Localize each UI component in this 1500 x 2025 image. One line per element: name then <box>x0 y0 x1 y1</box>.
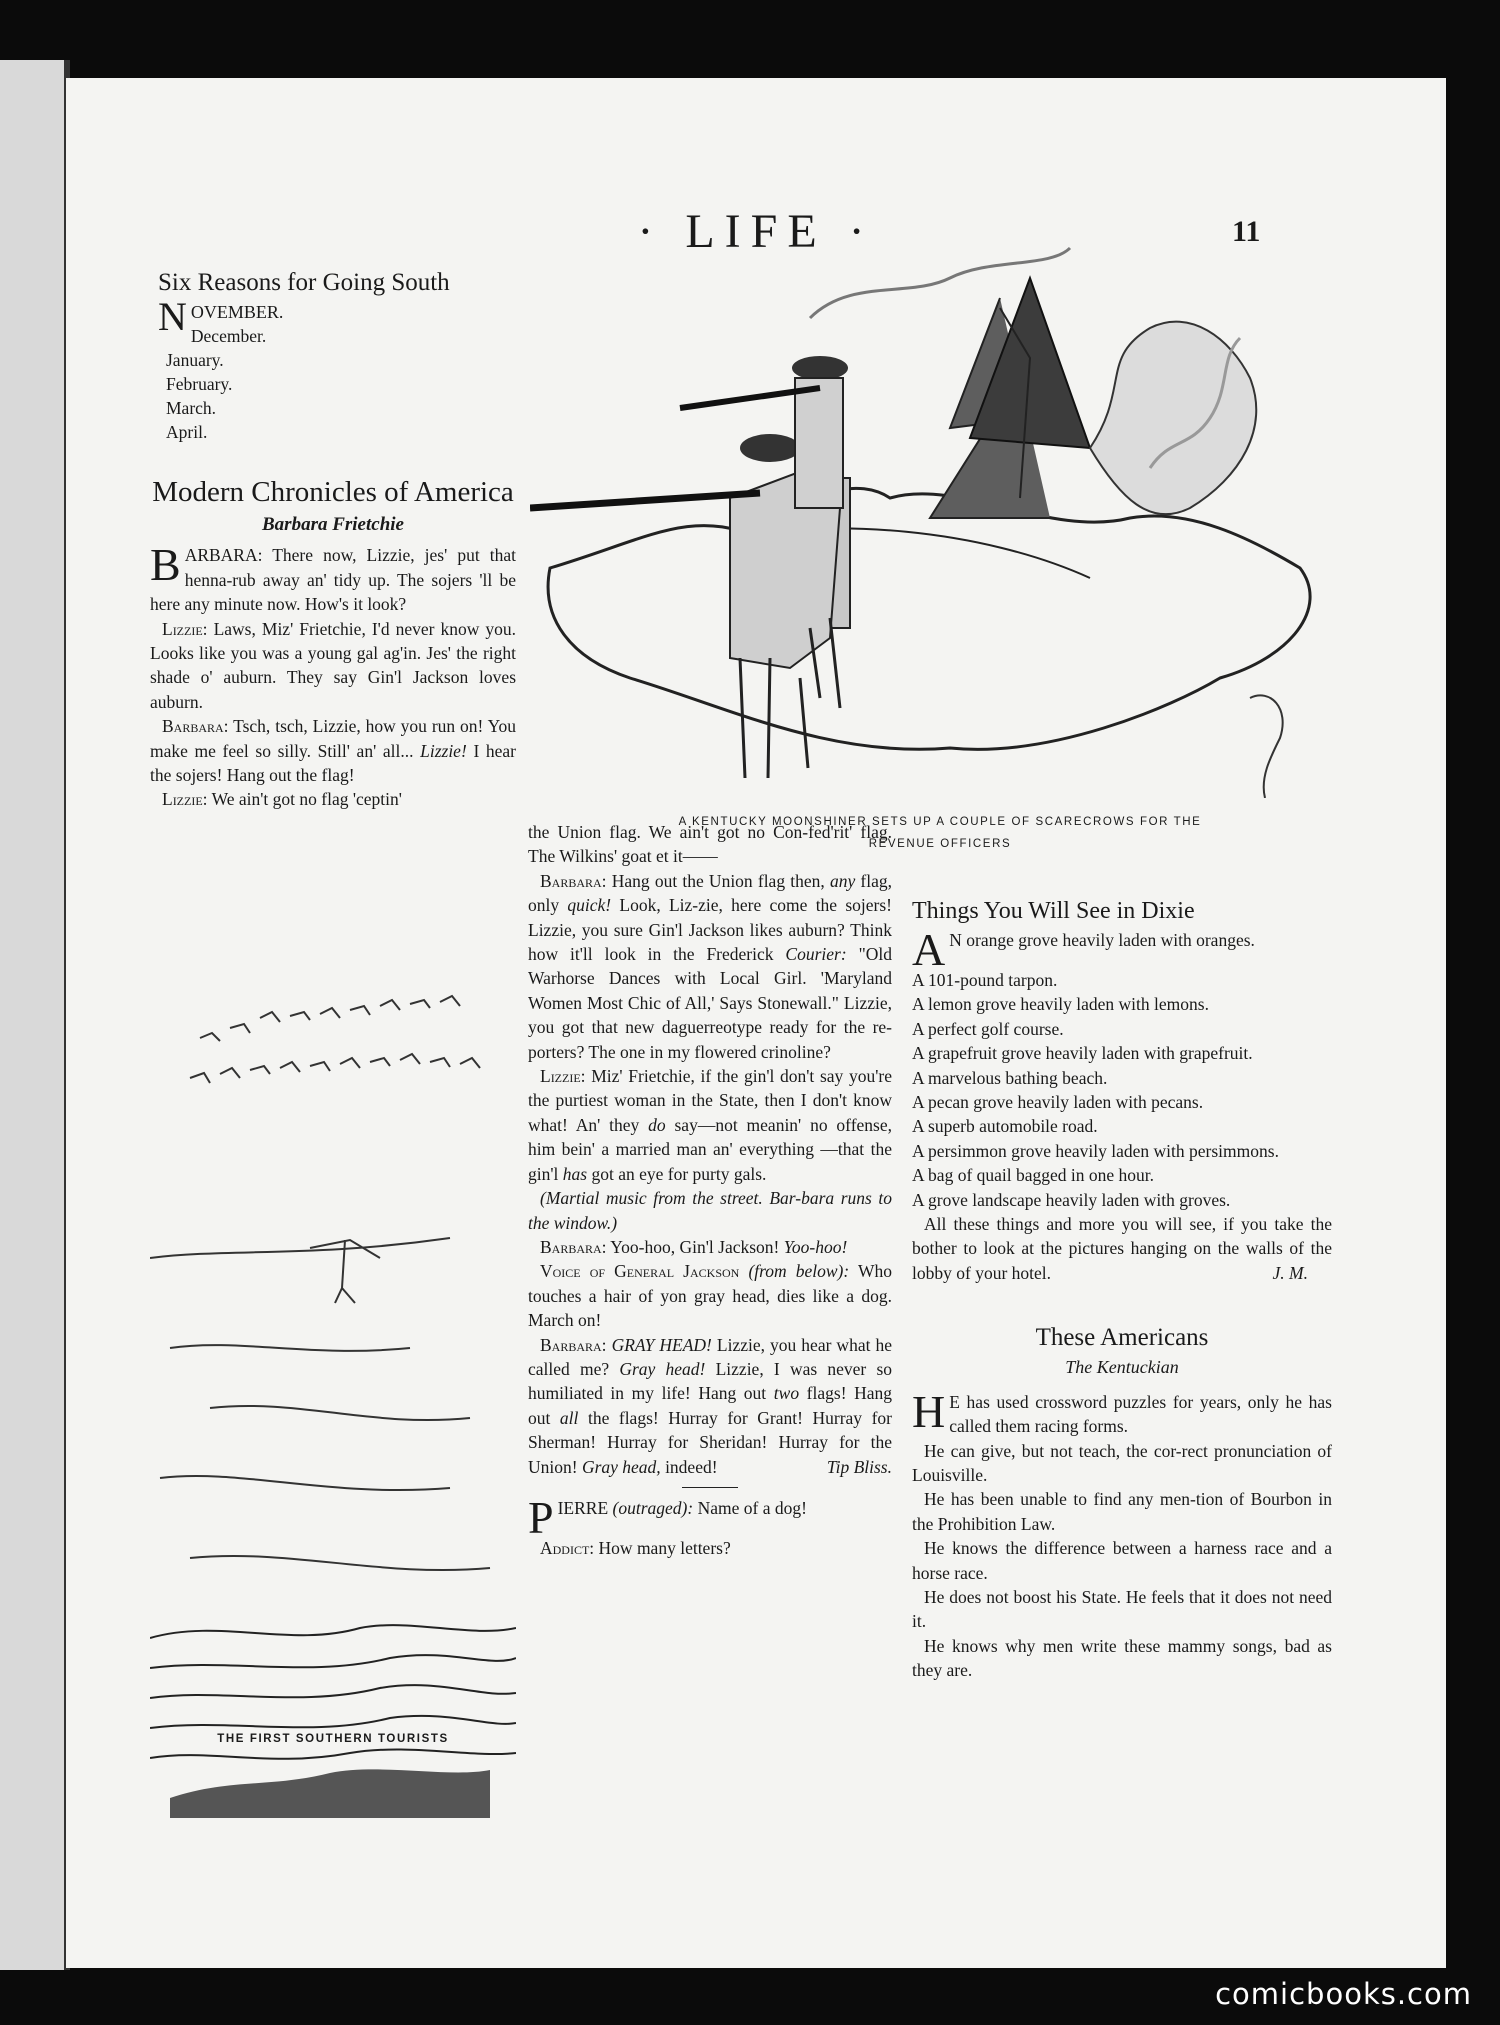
list-item: A marvelous bathing beach. <box>912 1067 1108 1088</box>
list-item: A 101-pound tarpon. <box>912 970 1058 990</box>
drop-cap: A <box>912 924 946 975</box>
dixie-closing: All these things and more you will see, if you take the bother to look at the pictures hanging on the walls of the lobby of your hotel. J. M. <box>912 1212 1332 1285</box>
paragraph: Barbara: GRAY HEAD! Lizzie, you hear what he called me? Gray head! Lizzie, I was never so humiliated in my life! Hang out two flags! Hang out all the flags! Hurray for Grant! Hurray for Sherman! Hurray for Sheridan! Hurray for the Union! Gray head, indeed! <box>528 1334 893 1477</box>
dixie-signature: J. M. <box>1272 1262 1308 1283</box>
paragraph: Barbara: Yoo-hoo, Gin'l Jackson! Yoo-hoo! <box>540 1236 848 1257</box>
page-number: 11 <box>1232 215 1261 248</box>
paragraph: BARBARA: There now, Lizzie, jes' put that henna-rub away an' tidy up. The sojers 'll be here any minute now. How's it look? <box>150 539 516 615</box>
paragraph: Lizzie: We ain't got no flag 'ceptin' <box>162 789 402 810</box>
paragraph: Lizzie: Miz' Frietchie, if the gin'l don't say you're the purtiest woman in the State, then I don't know what! An' they do say—not meanin' no offense, him bein' a married man an' everything —that the gin'l has got an eye for purty gals. <box>528 1066 892 1184</box>
drop-cap: B <box>150 539 181 591</box>
magazine-page <box>66 78 1446 1968</box>
pierre-joke: PIERRE (outraged): Name of a dog! <box>528 1492 807 1544</box>
list-item: A grove landscape heavily laden with groves. <box>912 1189 1231 1210</box>
list-item: A persimmon grove heavily laden with persimmons. <box>912 1140 1279 1161</box>
list-item: A bag of quail bagged in one hour. <box>912 1165 1155 1186</box>
month-item: December. <box>190 326 267 346</box>
chronicles-signature: Tip Bliss. <box>826 1456 892 1477</box>
dixie-title: Things You Will See in Dixie <box>912 898 1195 924</box>
list-item: A lemon grove heavily laden with lemons. <box>912 994 1209 1015</box>
month-item: January. <box>166 350 224 370</box>
adjacent-page-edge <box>0 60 70 1970</box>
list-item: A superb automobile road. <box>912 1116 1098 1137</box>
tourists-illustration <box>150 958 516 1818</box>
month-item: February. <box>166 374 233 394</box>
moonshiner-caption: A KENTUCKY MOONSHINER SETS UP A COUPLE OF SCARECROWS FOR THE REVENUE OFFICERS <box>678 816 1202 850</box>
moonshiner-illustration <box>530 238 1350 798</box>
list-item: A perfect golf course. <box>912 1018 1064 1039</box>
paragraph: Barbara: Hang out the Union flag then, any flag, only quick! Look, Liz-zie, here come the sojers! Lizzie, you sure Gin'l Jackson likes auburn? Think how it'll look in the Frederick Courier: "Old Warhorse Dances with Local Girl. 'Maryland Women Most Chic of All,' Says Stonewall." Lizzie, you got that new daguerreotype ready for the re-porters? The one in my flowered crinoline? <box>528 870 893 1062</box>
six-reasons-title: Six Reasons for Going South <box>158 269 450 296</box>
month-item: March. <box>166 398 217 418</box>
chronicles-title: Modern Chronicles of America <box>152 476 514 508</box>
paragraph: H E has used crossword puzzles for years, only he has called them racing forms. <box>912 1385 1332 1437</box>
masthead: · LIFE · <box>637 205 875 258</box>
paragraph: He can give, but not teach, the cor-rect pronunciation of Louisville. <box>912 1440 1332 1485</box>
month-item: April. <box>166 422 208 442</box>
drop-cap: N <box>158 294 187 339</box>
watermark: comicbooks.com <box>1215 1977 1472 2011</box>
americans-title: These Americans <box>1035 1324 1209 1352</box>
list-item: A N orange grove heavily laden with oranges. <box>912 924 1255 975</box>
divider <box>682 1487 738 1488</box>
stage-direction: (Martial music from the street. Bar-bara runs to the window.) <box>528 1188 892 1233</box>
drop-cap: H <box>912 1385 946 1437</box>
dixie-article <box>912 896 1332 1683</box>
drop-cap: P <box>528 1492 554 1544</box>
paragraph: Lizzie: Laws, Miz' Frietchie, I'd never know you. Looks like you was a young gal ag'in. Jes' the right shade o' auburn. They say Gin'l Jackson loves auburn. <box>150 618 517 712</box>
list-item: A grapefruit grove heavily laden with grapefruit. <box>912 1043 1253 1064</box>
chronicles-byline: Barbara Frietchie <box>262 514 404 535</box>
americans-subtitle: The Kentuckian <box>1065 1357 1179 1378</box>
paragraph: Barbara: Tsch, tsch, Lizzie, how you run on! You make me feel so silly. Still' an' all... Lizzie! I hear the sojers! Hang out the flag! <box>150 716 517 786</box>
list-item: A pecan grove heavily laden with pecans. <box>912 1092 1204 1113</box>
chronicles-column-2 <box>528 820 892 1561</box>
paragraph: the Union flag. We ain't got no Con-fed'rit' flag. The Wilkins' goat et it—— <box>528 822 892 867</box>
six-reasons-article <box>158 268 518 444</box>
chronicles-column-1 <box>150 476 516 812</box>
paragraph: He has been unable to find any men-tion of Bourbon in the Prohibition Law. <box>912 1489 1332 1534</box>
paragraph: He does not boost his State. He feels that it does not need it. <box>912 1586 1332 1632</box>
paragraph: He knows the difference between a harness race and a horse race. <box>912 1538 1332 1583</box>
tourists-caption: THE FIRST SOUTHERN TOURISTS <box>217 1733 449 1745</box>
pierre-reply: Addict: How many letters? <box>540 1538 731 1559</box>
months-first-line: NOVEMBER. <box>158 294 284 339</box>
paragraph: He knows why men write these mammy songs, bad as they are. <box>912 1635 1332 1681</box>
paragraph: Voice of General Jackson (from below): Who touches a hair of yon gray head, dies like a dog. March on! <box>528 1261 893 1331</box>
